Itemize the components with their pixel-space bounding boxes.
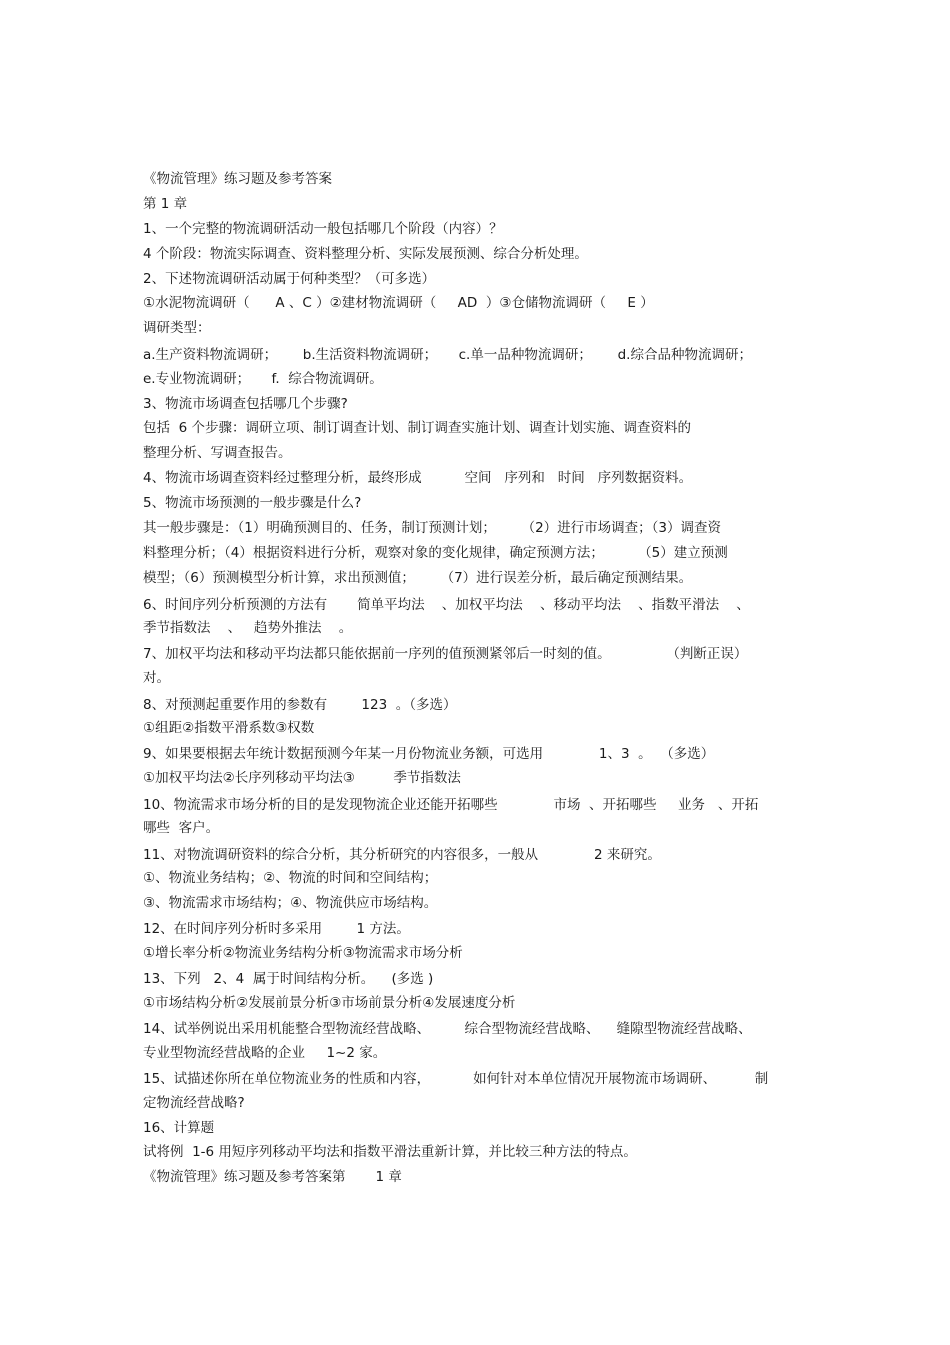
question-8: 8、对预测起重要作用的参数有 123 。（多选） — [143, 697, 457, 713]
question-1: 1、一个完整的物流调研活动一般包括哪几个阶段（内容）？ — [143, 221, 503, 237]
question-12-options: ①增长率分析②物流业务结构分析③物流需求市场分析 — [143, 945, 463, 961]
answer-5-line-3: 模型；（6）预测模型分析计算，求出预测值； （7）进行误差分析，最后确定预测结果。 — [143, 570, 693, 586]
question-9: 9、如果要根据去年统计数据预测今年某一月份物流业务额，可选用 1、3 。 （多选） — [143, 746, 715, 762]
answer-2-options: ①水泥物流调研（ A 、C ）②建材物流调研（ AD ）③仓储物流调研（ E ） — [143, 295, 654, 311]
question-2: 2、下述物流调研活动属于何种类型？（可多选） — [143, 271, 436, 287]
answer-2-types-line-2: e.专业物流调研； f. 综合物流调研。 — [143, 371, 383, 387]
question-9-options: ①加权平均法②长序列移动平均法③ 季节指数法 — [143, 770, 461, 786]
question-5: 5、物流市场预测的一般步骤是什么? — [143, 495, 362, 511]
footer-title: 《物流管理》练习题及参考答案第 1 章 — [143, 1169, 402, 1185]
question-11: 11、对物流调研资料的综合分析，其分析研究的内容很多，一般从 2 来研究。 — [143, 847, 661, 863]
chapter-heading: 第 1 章 — [143, 196, 188, 212]
answer-1: 4 个阶段：物流实际调查、资料整理分析、实际发展预测、综合分析处理。 — [143, 246, 588, 262]
question-4: 4、物流市场调查资料经过整理分析，最终形成 空间 序列和 时间 序列数据资料。 — [143, 470, 693, 486]
question-7: 7、加权平均法和移动平均法都只能依据前一序列的值预测紧邻后一时刻的值。 （判断正误） — [143, 646, 748, 662]
question-16-detail: 试将例 1-6 用短序列移动平均法和指数平滑法重新计算，并比较三种方法的特点。 — [143, 1144, 637, 1160]
question-14-line-1: 14、试举例说出采用机能整合型物流经营战略、 综合型物流经营战略、 缝隙型物流经营战略、 — [143, 1021, 752, 1037]
question-15-line-1: 15、试描述你所在单位物流业务的性质和内容， 如何针对本单位情况开展物流市场调研、 制 — [143, 1071, 769, 1087]
answer-5-line-1: 其一般步骤是：（1）明确预测目的、任务，制订预测计划； （2）进行市场调查；（3）调查资 — [143, 520, 722, 536]
doc-title: 《物流管理》练习题及参考答案 — [143, 171, 332, 187]
question-14-line-2: 专业型物流经营战略的企业 1~2 家。 — [143, 1045, 387, 1061]
answer-2-types-label: 调研类型： — [143, 320, 211, 336]
answer-3-line-2: 整理分析、写调查报告。 — [143, 445, 292, 461]
answer-5-line-2: 料整理分析；（4）根据资料进行分析，观察对象的变化规律，确定预测方法； （5）建立预测 — [143, 545, 728, 561]
question-13: 13、下列 2、4 属于时间结构分析。 (多选 ) — [143, 971, 434, 987]
question-6-line-1: 6、时间序列分析预测的方法有 简单平均法 、加权平均法 、移动平均法 、指数平滑法 、 — [143, 597, 750, 613]
answer-3-line-1: 包括 6 个步骤：调研立项、制订调查计划、制订调查实施计划、调查计划实施、调查资料的 — [143, 420, 691, 436]
question-13-options: ①市场结构分析②发展前景分析③市场前景分析④发展速度分析 — [143, 995, 516, 1011]
question-12: 12、在时间序列分析时多采用 1 方法。 — [143, 921, 410, 937]
answer-2-types-line-1: a.生产资料物流调研； b.生活资料物流调研； c.单一品种物流调研； d.综合品种物流调研； — [143, 347, 752, 363]
question-3: 3、物流市场调查包括哪几个步骤? — [143, 396, 348, 412]
question-11-options-2: ③、物流需求市场结构；④、物流供应市场结构。 — [143, 895, 438, 911]
question-15-line-2: 定物流经营战略? — [143, 1095, 245, 1111]
question-8-options: ①组距②指数平滑系数③权数 — [143, 720, 315, 736]
question-16: 16、计算题 — [143, 1120, 215, 1136]
question-11-options-1: ①、物流业务结构；②、物流的时间和空间结构； — [143, 870, 438, 886]
question-10-line-1: 10、物流需求市场分析的目的是发现物流企业还能开拓哪些 市场 、开拓哪些 业务 、开拓 — [143, 797, 759, 813]
answer-7: 对。 — [143, 670, 170, 686]
question-6-line-2: 季节指数法 、 趋势外推法 。 — [143, 620, 353, 636]
question-10-line-2: 哪些 客户。 — [143, 820, 220, 836]
